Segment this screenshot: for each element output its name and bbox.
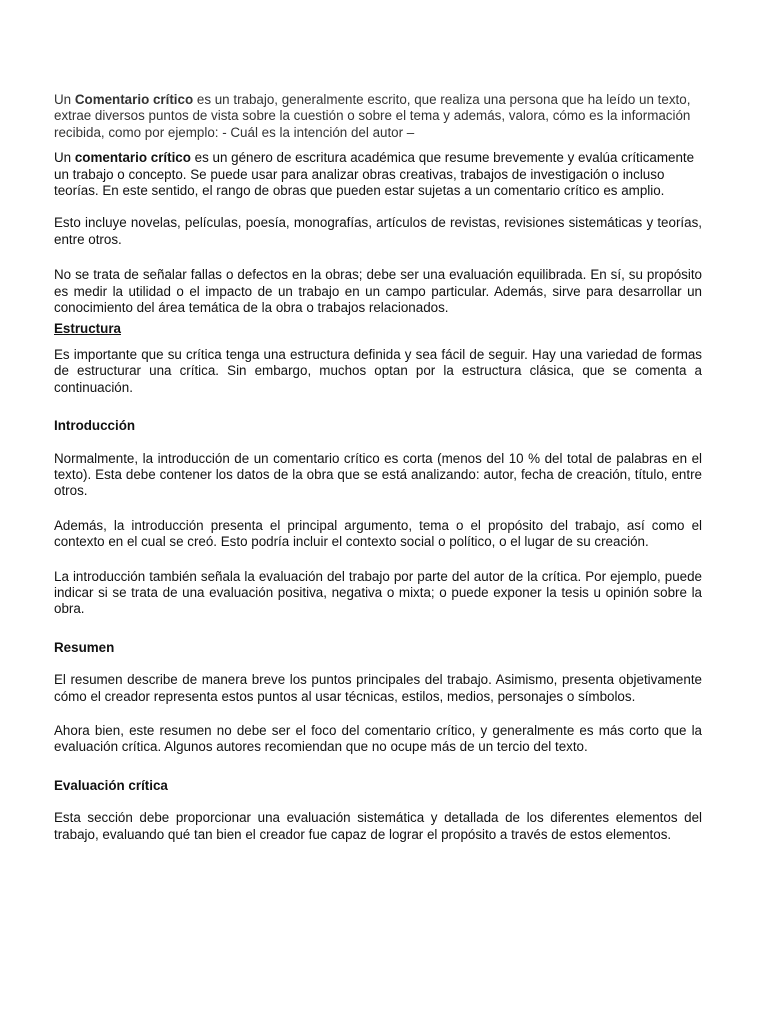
bold-term: comentario crítico — [74, 150, 191, 166]
paragraph-estructura: Es importante que su crítica tenga una estructura definida y sea fácil de seguir. Hay una variedad de formas de estructurar una crítica. Sin embargo, muchos optan por la estructura clásica, que se comenta a continuación. — [54, 346, 702, 395]
heading-introduccion: Introducción — [54, 418, 136, 434]
paragraph-introduccion-3: La introducción también señala la evaluación del trabajo por parte del autor de la crítica. Por ejemplo, puede indicar si se trata de una evaluación positiva, negativa o mixta; o puede exponer la tesis u opinión sobre la obra. — [54, 568, 702, 617]
paragraph-introduccion-2: Además, la introducción presenta el principal argumento, tema o el propósito del trabajo, así como el contexto en el cual se creó. Esto podría incluir el contexto social o político, o el lugar de su creación. — [54, 517, 702, 550]
text-run: es un trabajo, generalmente escrito, que realiza una persona que ha leído un texto, extrae diversos puntos de vista sobre la cuestión o sobre el tema y además, valora, cómo es la información recibida, como por ejemplo: - Cuál es la intención del autor – — [54, 92, 691, 140]
text-run: Un — [54, 92, 75, 107]
heading-estructura: Estructura — [54, 321, 121, 337]
paragraph-purpose: No se trata de señalar fallas o defectos en la obras; debe ser una evaluación equilibrada. En sí, su propósito es medir la utilidad o el impacto de un trabajo en un campo particular. Además, sirve para desarrollar un conocimiento del área temática de la obra o trabajos relacionados. — [54, 267, 702, 316]
text-run: Un — [54, 150, 75, 166]
heading-evaluacion: Evaluación crítica — [54, 777, 168, 793]
paragraph-resumen-2: Ahora bien, este resumen no debe ser el foco del comentario crítico, y generalmente es más corto que la evaluación crítica. Algunos autores recomiendan que no ocupe más de un tercio del texto. — [54, 722, 702, 755]
paragraph-definition-1 — [54, 92, 702, 141]
document-page — [54, 92, 702, 843]
paragraph-includes: Esto incluye novelas, películas, poesía, monografías, artículos de revistas, revisiones sistemáticas y teorías, entre otros. — [54, 215, 702, 247]
heading-resumen: Resumen — [54, 639, 115, 655]
paragraph-resumen-1: El resumen describe de manera breve los puntos principales del trabajo. Asimismo, presenta objetivamente cómo el creador representa estos puntos al usar técnicas, estilos, medios, personajes o símbolos. — [54, 672, 702, 704]
paragraph-evaluacion-1: Esta sección debe proporcionar una evaluación sistemática y detallada de los diferentes elementos del trabajo, evaluando qué tan bien el creador fue capaz de lograr el propósito a través de estos elementos. — [54, 810, 702, 842]
paragraph-definition-2 — [54, 150, 702, 199]
text-run: es un género de escritura académica que resume brevemente y evalúa críticamente un trabajo o concepto. Se puede usar para analizar obras creativas, trabajos de investigación o incluso teorías. En este sentido, el rango de obras que pueden estar sujetas a un comentario crítico es amplio. — [54, 150, 695, 199]
paragraph-introduccion-1: Normalmente, la introducción de un comentario crítico es corta (menos del 10 % del total de palabras en el texto). Esta debe contener los datos de la obra que se está analizando: autor, fecha de creación, título, entre otros. — [54, 450, 702, 499]
bold-term: Comentario crítico — [74, 92, 194, 107]
